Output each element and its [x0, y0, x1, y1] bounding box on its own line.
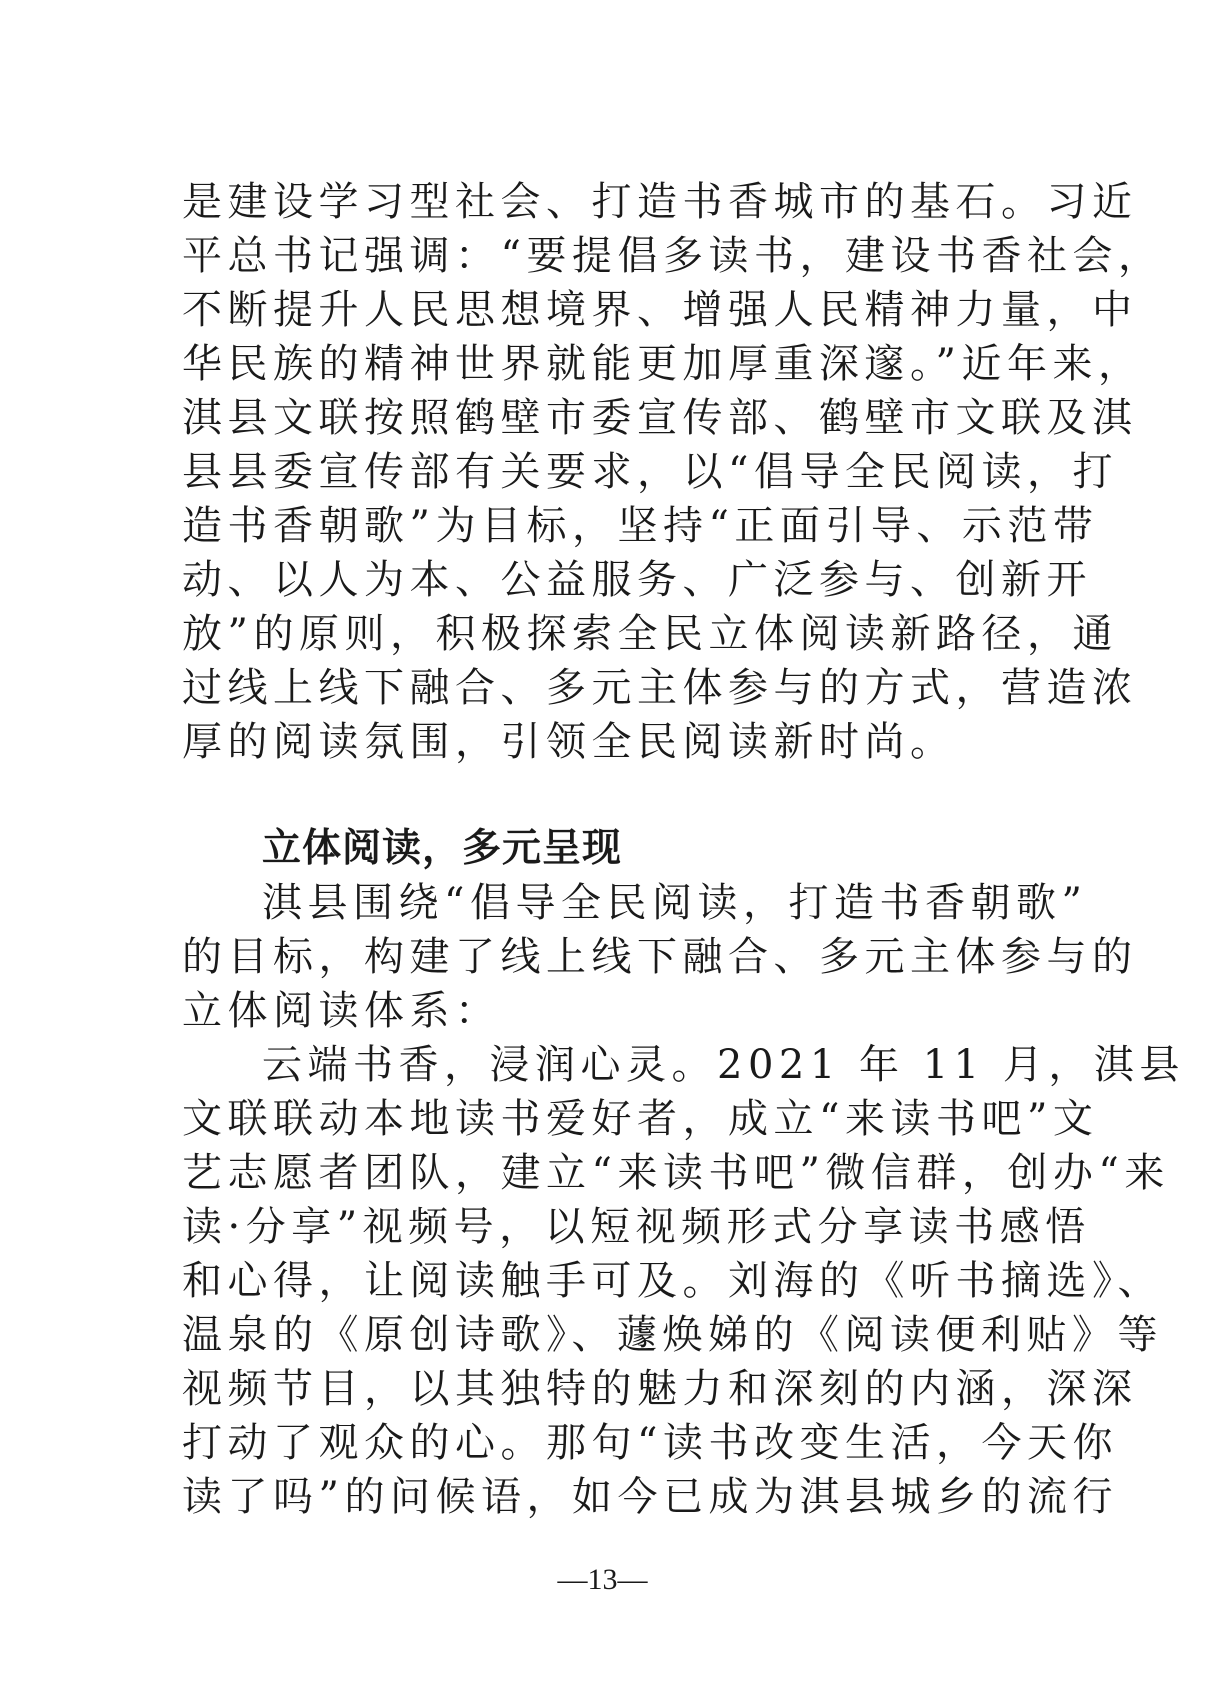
text-line: 淇县围绕“倡导全民阅读，打造书香朝歌”	[262, 880, 1088, 926]
text-line: 淇县文联按照鹤壁市委宣传部、鹤壁市文联及淇	[182, 395, 1138, 441]
text-line: 打动了观众的心。那句“读书改变生活，今天你	[182, 1420, 1118, 1466]
text-line: 动、以人为本、公益服务、广泛参与、创新开	[182, 557, 1092, 603]
text-line: 厚的阅读氛围，引领全民阅读新时尚。	[182, 719, 956, 765]
text-line: 华民族的精神世界就能更加厚重深邃。”近年来，	[182, 341, 1144, 387]
section-body	[182, 876, 1185, 1524]
text-line: 文联联动本地读书爱好者，成立“来读书吧”文	[182, 1096, 1099, 1142]
text-line: 是建设学习型社会、打造书香城市的基石。习近	[182, 179, 1138, 225]
text-line: 的目标，构建了线上线下融合、多元主体参与的	[182, 934, 1138, 980]
text-line: 读·分享”视频号，以短视频形式分享读书感悟	[182, 1204, 1091, 1250]
text-line: 过线上线下融合、多元主体参与的方式，营造浓	[182, 665, 1138, 711]
text-line: 和心得，让阅读触手可及。刘海的《听书摘选》、	[182, 1258, 1163, 1304]
page-number: —13—	[557, 1563, 648, 1596]
text-line: 放”的原则，积极探索全民立体阅读新路径，通	[182, 611, 1118, 657]
text-line: 不断提升人民思想境界、增强人民精神力量，中	[182, 287, 1138, 333]
text-line: 县县委宣传部有关要求，以“倡导全民阅读，打	[182, 449, 1118, 495]
text-line: 造书香朝歌”为目标，坚持“正面引导、示范带	[182, 503, 1099, 549]
text-line: 温泉的《原创诗歌》、蘧焕娣的《阅读便利贴》等	[182, 1312, 1163, 1358]
section-heading: 立体阅读，多元呈现	[262, 826, 623, 871]
text-line: 云端书香，浸润心灵。2021 年 11 月，淇县	[262, 1042, 1185, 1088]
text-line: 立体阅读体系：	[182, 988, 501, 1034]
text-line: 平总书记强调：“要提倡多读书，建设书香社会，	[182, 233, 1164, 279]
text-line: 视频节目，以其独特的魅力和深刻的内涵，深深	[182, 1366, 1138, 1412]
text-line: 读了吗”的问候语，如今已成为淇县城乡的流行	[182, 1474, 1118, 1520]
text-line: 艺志愿者团队，建立“来读书吧”微信群，创办“来	[182, 1150, 1170, 1196]
intro-paragraph	[182, 175, 1164, 769]
